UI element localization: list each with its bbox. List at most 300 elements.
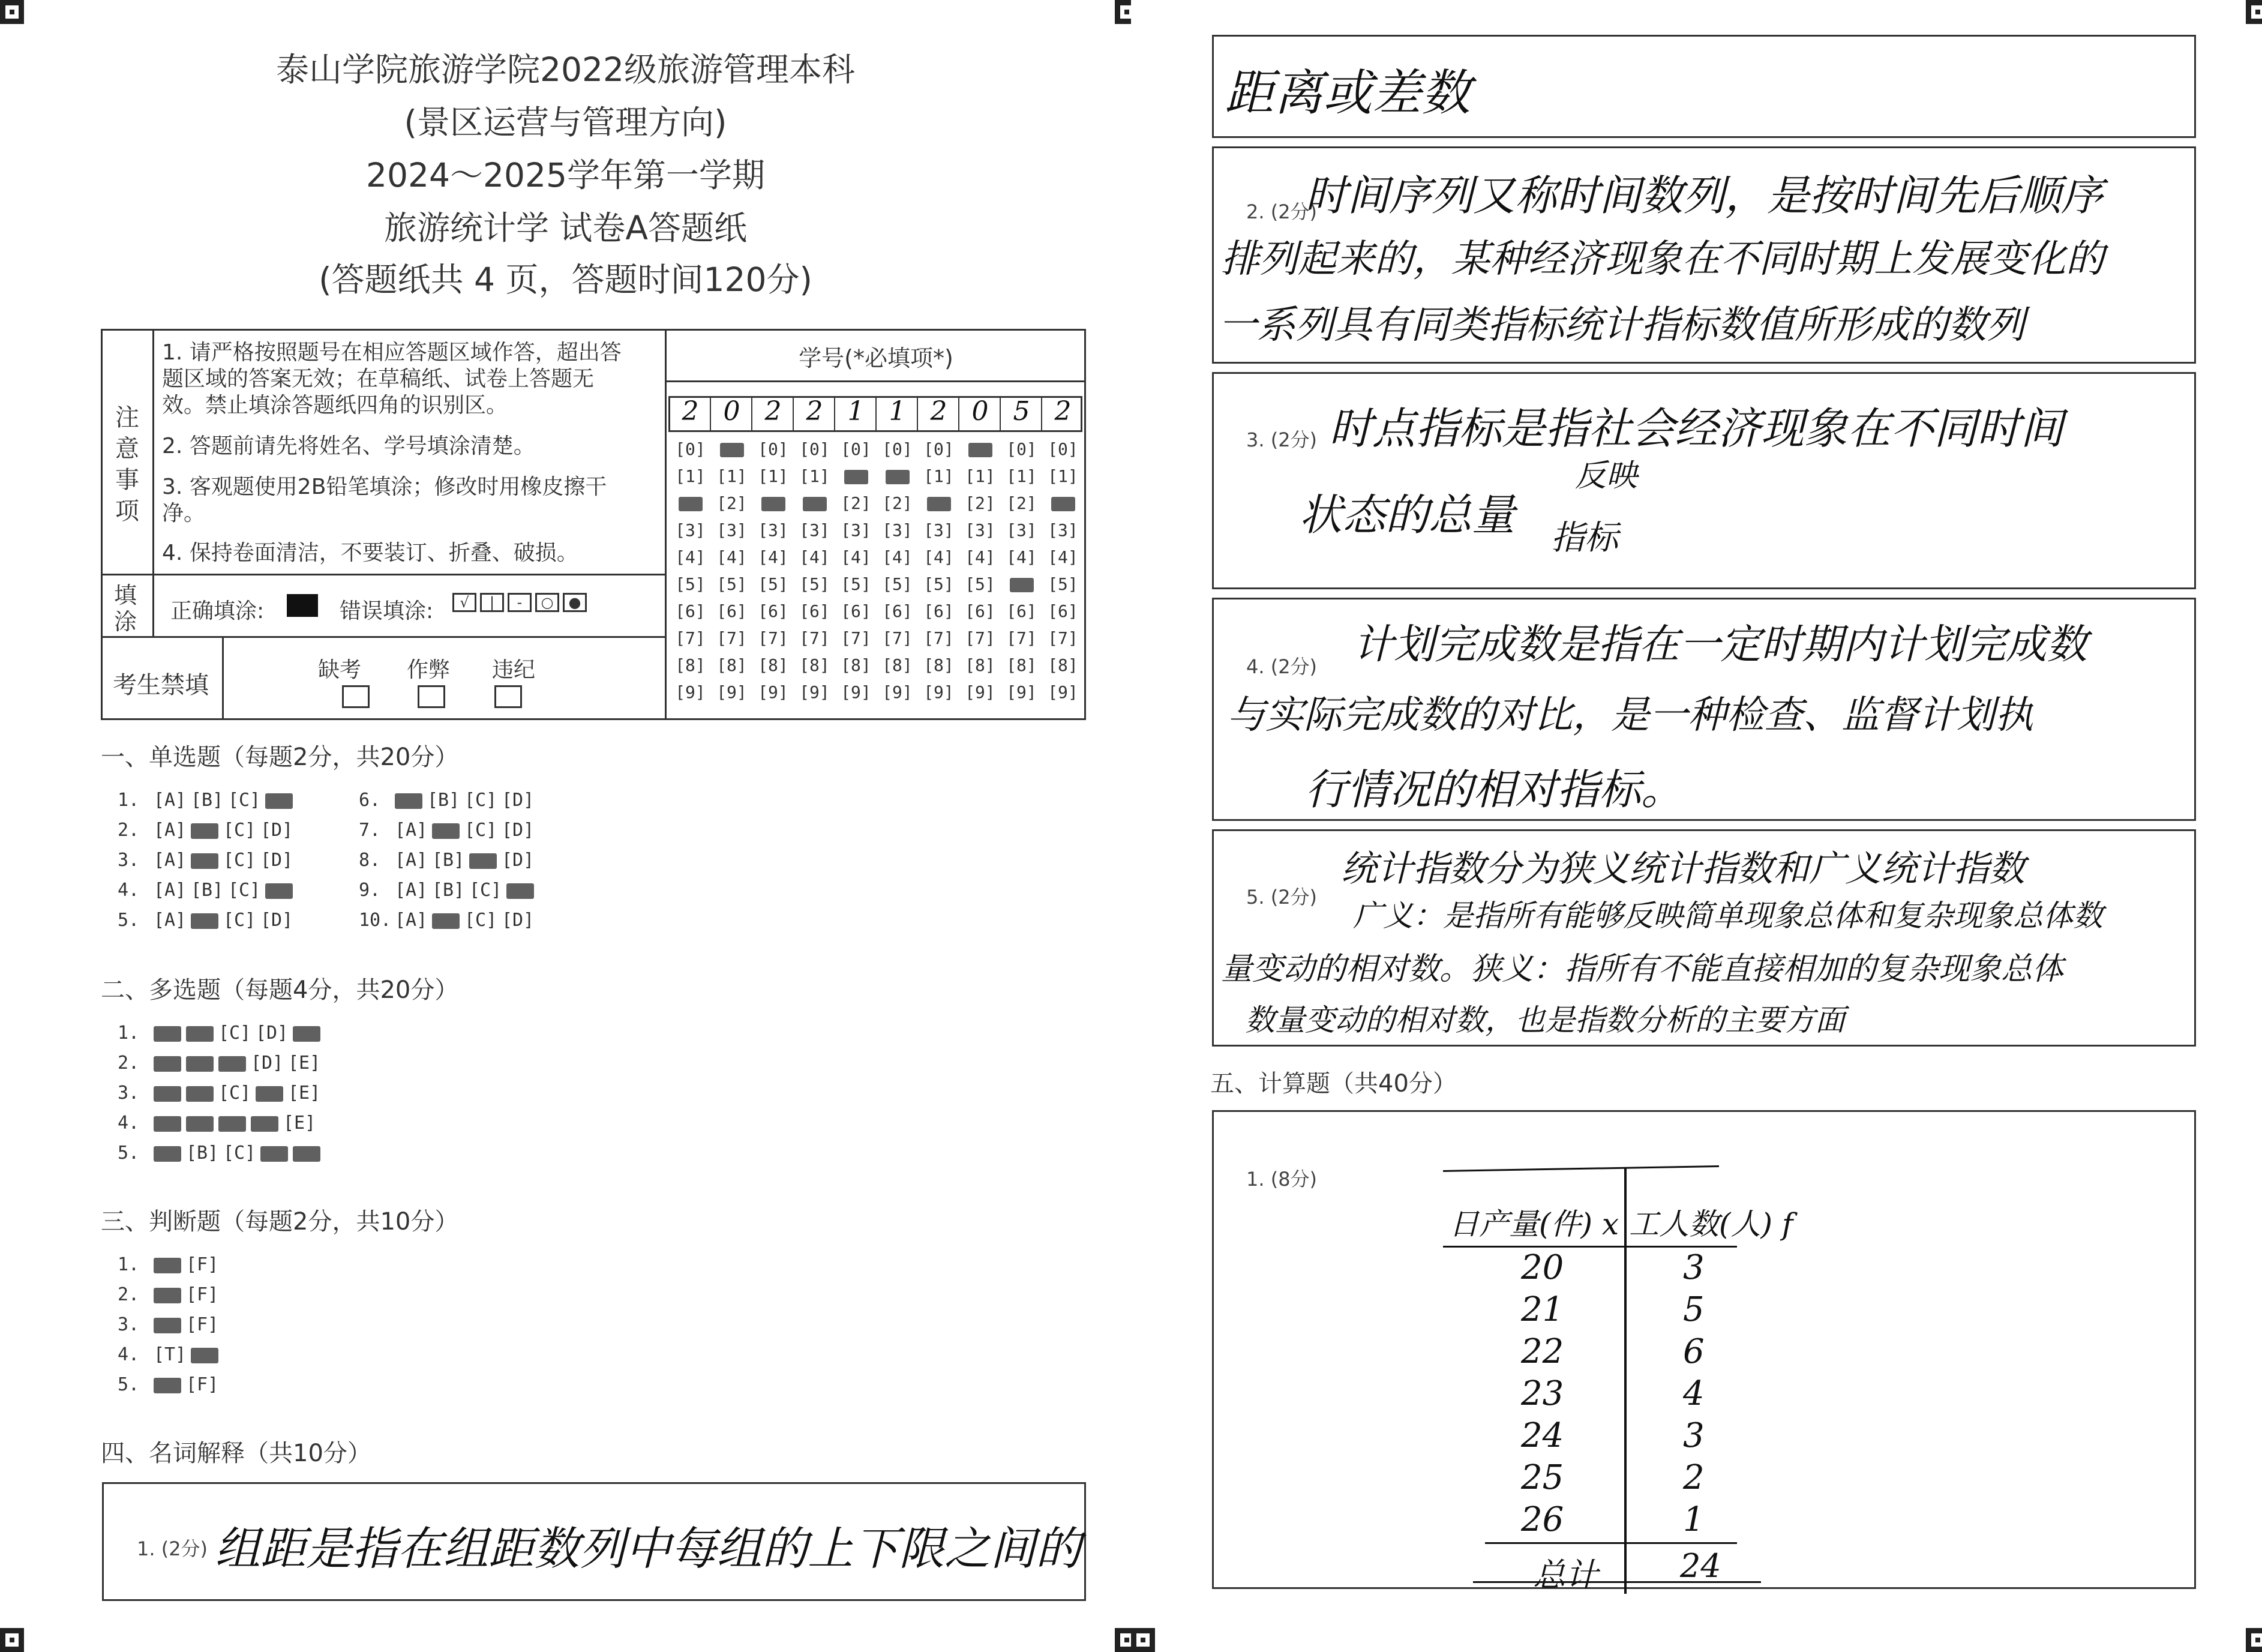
student-id-bubble[interactable]: [6]	[923, 601, 954, 621]
student-id-bubble[interactable]: [6]	[799, 601, 830, 621]
student-id-bubble[interactable]: [1]	[923, 466, 954, 486]
multi-choice-option-filled[interactable]	[251, 1116, 278, 1132]
student-id-bubble[interactable]: [4]	[799, 547, 830, 567]
calc-f-value: 3	[1683, 1416, 1705, 1455]
multi-choice-option[interactable]: [E]	[283, 1113, 316, 1134]
single-choice-option-filled[interactable]	[469, 853, 497, 869]
student-id-bubble[interactable]: [9]	[965, 682, 995, 702]
multi-choice-row[interactable]	[118, 1113, 318, 1134]
student-id-bubble[interactable]: [7]	[1048, 628, 1078, 648]
student-id-bubble[interactable]: [1]	[1048, 466, 1078, 486]
notice-item-1: 1. 请严格按照题号在相应答题区域作答，超出答题区域的答案无效；在草稿纸、试卷上答题无效。禁止填涂答题纸四角的识别区。	[162, 340, 622, 418]
wrong-fill-examples	[449, 593, 587, 612]
single-choice-row[interactable]	[118, 820, 295, 841]
multi-choice-number: 2.	[118, 1053, 140, 1074]
multi-choice-option[interactable]: [E]	[288, 1083, 321, 1104]
student-id-bubble[interactable]: [8]	[965, 655, 995, 675]
multi-choice-option-filled[interactable]	[154, 1116, 181, 1132]
exam-label: 考生禁填	[113, 671, 209, 699]
student-id-bubble[interactable]: [7]	[841, 628, 871, 648]
student-id-bubble[interactable]: [6]	[1048, 601, 1078, 621]
single-choice-option[interactable]: [C]	[464, 790, 497, 811]
calc-f-value: 1	[1683, 1500, 1705, 1539]
notice-item-2: 2. 答题前请先将姓名、学号填涂清楚。	[162, 434, 535, 458]
judge-option-filled[interactable]	[154, 1258, 181, 1273]
calc-x-value: 21	[1521, 1290, 1564, 1329]
student-id-bubble[interactable]: [4]	[841, 547, 871, 567]
multi-choice-option-filled[interactable]	[256, 1086, 283, 1102]
student-id-bubble[interactable]: [3]	[799, 520, 830, 540]
student-id-title: 学号(*必填项*)	[799, 345, 953, 371]
digit-divider	[917, 397, 918, 431]
student-id-bubble[interactable]: [3]	[882, 520, 913, 540]
calc-col1-header: 日产量(件) x	[1449, 1207, 1619, 1242]
multi-choice-option-filled[interactable]	[186, 1086, 214, 1102]
term-q2-line1: 时间序列又称时间数列，是按时间先后顺序	[1305, 171, 2103, 220]
student-id-digit: 2	[930, 396, 947, 427]
single-choice-number: 7.	[359, 820, 381, 841]
student-id-bubble[interactable]: [3]	[675, 520, 706, 540]
student-id-bubble[interactable]: [8]	[758, 655, 788, 675]
single-choice-number: 10.	[359, 910, 392, 931]
term-q3-line2: 状态的总量	[1299, 490, 1516, 540]
student-id-bubble-filled[interactable]	[877, 466, 918, 486]
student-id-bubble[interactable]: [4]	[716, 547, 747, 567]
student-id-digit: 0	[723, 396, 740, 427]
student-id-bubble[interactable]: [5]	[758, 574, 788, 594]
multi-choice-row[interactable]	[118, 1083, 323, 1104]
single-choice-option[interactable]: [D]	[260, 850, 293, 871]
single-choice-option-filled[interactable]	[191, 823, 218, 839]
student-id-bubble[interactable]: [4]	[1006, 547, 1037, 567]
multi-choice-option-filled[interactable]	[154, 1026, 181, 1042]
filled-mark-icon	[761, 497, 785, 511]
student-id-bubble[interactable]: [9]	[758, 682, 788, 702]
judge-option[interactable]: [F]	[186, 1254, 219, 1275]
corner-marker-icon	[1131, 1628, 1155, 1652]
judge-option[interactable]: [T]	[154, 1344, 187, 1365]
student-id-bubble[interactable]: [6]	[758, 601, 788, 621]
calc-title: 五、计算题（共40分）	[1210, 1070, 1457, 1098]
judge-row[interactable]	[118, 1254, 221, 1275]
header-line-3: 2024～2025学年第一学期	[366, 156, 765, 194]
single-choice-title: 一、单选题（每题2分，共20分）	[101, 743, 459, 771]
term-q4-line3: 行情况的相对指标。	[1305, 765, 1683, 814]
student-id-bubble[interactable]: [8]	[675, 655, 706, 675]
term-q3-extra-1: 反映	[1575, 458, 1638, 494]
term-q2-line2: 排列起来的，某种经济现象在不同时期上发展变化的	[1221, 237, 2104, 281]
student-id-bubble[interactable]: [0]	[799, 439, 830, 459]
filled-mark-icon	[1051, 497, 1075, 511]
student-id-bubble[interactable]: [3]	[841, 520, 871, 540]
student-id-bubble[interactable]: [0]	[882, 439, 913, 459]
student-id-bubble-filled[interactable]	[918, 493, 959, 513]
single-choice-option[interactable]: [B]	[191, 880, 224, 901]
corner-marker-icon	[2246, 1628, 2262, 1652]
calc-x-value: 22	[1521, 1332, 1564, 1371]
judge-row[interactable]	[118, 1374, 221, 1395]
single-choice-option[interactable]: [C]	[228, 880, 261, 901]
single-choice-option-filled[interactable]	[191, 913, 218, 929]
single-choice-option[interactable]: [A]	[395, 910, 428, 931]
judge-number: 3.	[118, 1314, 140, 1335]
student-id-bubble[interactable]: [1]	[675, 466, 706, 486]
student-id-bubble[interactable]: [0]	[758, 439, 788, 459]
single-choice-option-filled[interactable]	[265, 883, 293, 899]
student-id-bubble[interactable]: [5]	[1048, 574, 1078, 594]
single-choice-option-filled[interactable]	[395, 793, 422, 809]
single-choice-option[interactable]: [A]	[154, 820, 187, 841]
single-choice-option[interactable]: [C]	[469, 880, 502, 901]
digit-divider	[875, 397, 877, 431]
student-id-bubble[interactable]: [6]	[1006, 601, 1037, 621]
single-choice-row[interactable]	[359, 820, 536, 841]
student-id-bubble[interactable]: [2]	[882, 493, 913, 513]
multi-choice-option[interactable]: [C]	[223, 1143, 256, 1164]
multi-choice-option[interactable]: [D]	[256, 1023, 289, 1044]
exam-option-cheat: 作弊	[407, 658, 451, 682]
student-id-bubble[interactable]: [5]	[675, 574, 706, 594]
single-choice-number: 4.	[118, 880, 140, 901]
multi-choice-row[interactable]	[118, 1143, 323, 1164]
wrong-mark-dash: -	[508, 593, 532, 612]
wrong-mark-circle: ○	[535, 593, 559, 612]
student-id-digit: 1	[889, 396, 906, 427]
single-choice-number: 5.	[118, 910, 140, 931]
student-id-bubble[interactable]: [5]	[841, 574, 871, 594]
student-id-bubble[interactable]: [1]	[799, 466, 830, 486]
multi-choice-option[interactable]: [C]	[218, 1083, 251, 1104]
single-choice-option[interactable]: [C]	[228, 790, 261, 811]
student-id-bubble[interactable]: [9]	[1006, 682, 1037, 702]
student-id-bubble[interactable]: [9]	[923, 682, 954, 702]
student-id-bubble[interactable]: [8]	[882, 655, 913, 675]
student-id-bubble[interactable]: [5]	[716, 574, 747, 594]
judge-option[interactable]: [F]	[186, 1284, 219, 1305]
calc-f-value: 6	[1683, 1332, 1705, 1371]
single-choice-option[interactable]: [D]	[260, 820, 293, 841]
calc-total-label: 总计	[1533, 1556, 1598, 1594]
exam-checkbox-absent[interactable]	[342, 685, 370, 708]
student-id-bubble[interactable]: [7]	[965, 628, 995, 648]
student-id-bubble[interactable]: [2]	[841, 493, 871, 513]
student-id-bubble[interactable]: [7]	[799, 628, 830, 648]
multi-choice-option-filled[interactable]	[186, 1116, 214, 1132]
student-id-bubble[interactable]: [6]	[965, 601, 995, 621]
multi-choice-number: 1.	[118, 1023, 140, 1044]
student-id-bubble-filled[interactable]	[794, 493, 835, 513]
student-id-bubble[interactable]: [5]	[965, 574, 995, 594]
calc-x-value: 26	[1521, 1500, 1564, 1539]
calc-total-value: 24	[1680, 1547, 1721, 1585]
single-choice-number: 8.	[359, 850, 381, 871]
digit-divider	[710, 397, 711, 431]
student-id-bubble[interactable]: [1]	[965, 466, 995, 486]
filled-mark-icon	[844, 470, 868, 484]
student-id-bubble-filled[interactable]	[711, 439, 752, 459]
student-id-bubble[interactable]: [7]	[716, 628, 747, 648]
single-choice-option-filled[interactable]	[432, 913, 460, 929]
term-q5-line2: 广义：是指所有能够反映简单现象总体和复杂现象总体数	[1353, 898, 2103, 933]
term-q5-label: 5. (2分)	[1246, 886, 1318, 909]
judge-option-filled[interactable]	[154, 1318, 181, 1333]
student-id-bubble[interactable]: [2]	[965, 493, 995, 513]
digit-divider	[751, 397, 752, 431]
filled-mark-icon	[927, 497, 951, 511]
student-id-bubble[interactable]: [7]	[758, 628, 788, 648]
multi-choice-option[interactable]: [C]	[218, 1023, 251, 1044]
student-id-bubble[interactable]: [5]	[799, 574, 830, 594]
student-id-bubble[interactable]: [9]	[882, 682, 913, 702]
student-id-digit: 2	[764, 396, 782, 427]
multi-choice-option-filled[interactable]	[293, 1146, 320, 1162]
judge-option-filled[interactable]	[154, 1378, 181, 1393]
fill-label: 填涂	[114, 582, 137, 635]
correct-fill-label: 正确填涂:	[170, 599, 265, 623]
student-id-bubble[interactable]: [8]	[841, 655, 871, 675]
multi-choice-option-filled[interactable]	[186, 1026, 214, 1042]
student-id-bubble[interactable]: [0]	[675, 439, 706, 459]
exam-checkbox-violation[interactable]	[494, 685, 522, 708]
digit-divider	[1041, 397, 1042, 431]
term-q4-line2: 与实际完成数的对比，是一种检查、监督计划执	[1227, 693, 2033, 737]
calc-f-value: 5	[1683, 1290, 1705, 1329]
single-choice-option[interactable]: [A]	[395, 850, 428, 871]
student-id-bubble[interactable]: [0]	[841, 439, 871, 459]
single-choice-option[interactable]: [B]	[432, 850, 465, 871]
judge-number: 4.	[118, 1344, 140, 1365]
student-id-bubble[interactable]: [8]	[1006, 655, 1037, 675]
student-id-bubble[interactable]: [7]	[882, 628, 913, 648]
student-id-bubble-filled[interactable]	[1042, 493, 1084, 513]
single-choice-option[interactable]: [B]	[432, 880, 465, 901]
student-id-bubble[interactable]: [2]	[716, 493, 747, 513]
student-id-bubble[interactable]: [2]	[1006, 493, 1037, 513]
student-id-digit: 2	[1054, 396, 1072, 427]
wrong-mark-check: √	[452, 593, 476, 612]
calc-f-value: 3	[1683, 1248, 1705, 1287]
student-id-bubble[interactable]: [7]	[675, 628, 706, 648]
calc-x-value: 20	[1521, 1248, 1564, 1287]
single-choice-option[interactable]: [C]	[464, 820, 497, 841]
student-id-bubble[interactable]: [3]	[1048, 520, 1078, 540]
single-choice-option[interactable]: [C]	[223, 910, 256, 931]
judge-row[interactable]	[118, 1344, 221, 1365]
single-choice-row[interactable]	[359, 910, 536, 931]
judge-row[interactable]	[118, 1314, 221, 1335]
student-id-bubble[interactable]: [5]	[882, 574, 913, 594]
terms-title: 四、名词解释（共10分）	[101, 1440, 371, 1467]
term-q3-extra-2: 指标	[1551, 518, 1618, 557]
multi-choice-option-filled[interactable]	[154, 1146, 181, 1162]
judge-title: 三、判断题（每题2分，共10分）	[101, 1208, 459, 1236]
student-id-bubble[interactable]: [3]	[923, 520, 954, 540]
correct-fill-example	[287, 594, 318, 617]
student-id-bubble-filled[interactable]	[959, 439, 1001, 459]
judge-number: 2.	[118, 1284, 140, 1305]
calc-q1-label: 1. (8分)	[1246, 1168, 1318, 1191]
term-q5-line3: 量变动的相对数。狭义：指所有不能直接相加的复杂现象总体	[1221, 951, 2064, 987]
student-id-bubble[interactable]: [8]	[923, 655, 954, 675]
student-id-bubble-filled[interactable]	[752, 493, 794, 513]
single-choice-option[interactable]: [C]	[223, 850, 256, 871]
multi-choice-option-filled[interactable]	[218, 1056, 246, 1072]
student-id-bubble[interactable]: [6]	[882, 601, 913, 621]
student-id-bubble[interactable]: [9]	[841, 682, 871, 702]
term-q5-line1: 统计指数分为狭义统计指数和广义统计指数	[1341, 848, 2025, 890]
student-id-bubble[interactable]: [9]	[1048, 682, 1078, 702]
multi-choice-number: 5.	[118, 1143, 140, 1164]
student-id-digit: 5	[1013, 396, 1030, 427]
multi-choice-option-filled[interactable]	[293, 1026, 320, 1042]
multi-choice-row[interactable]	[118, 1053, 323, 1074]
single-choice-row[interactable]	[359, 880, 536, 901]
student-id-bubble[interactable]: [4]	[965, 547, 995, 567]
term-q3-label: 3. (2分)	[1246, 428, 1318, 451]
student-id-bubble[interactable]: [7]	[923, 628, 954, 648]
student-id-bubble[interactable]: [4]	[882, 547, 913, 567]
single-choice-option[interactable]: [A]	[154, 850, 187, 871]
answer-sheet-page-right	[1131, 0, 2262, 1652]
student-id-bubble[interactable]: [3]	[758, 520, 788, 540]
single-choice-option[interactable]: [B]	[191, 790, 224, 811]
calc-f-value: 2	[1683, 1458, 1705, 1497]
corner-marker-icon	[0, 0, 24, 24]
single-choice-number: 3.	[118, 850, 140, 871]
single-choice-option[interactable]: [D]	[502, 820, 535, 841]
filled-mark-icon	[679, 497, 703, 511]
student-id-bubble[interactable]: [3]	[1006, 520, 1037, 540]
single-choice-option[interactable]: [A]	[154, 880, 187, 901]
single-choice-option[interactable]: [D]	[260, 910, 293, 931]
single-choice-option[interactable]: [A]	[395, 880, 428, 901]
student-id-bubble[interactable]: [6]	[841, 601, 871, 621]
single-choice-option[interactable]: [D]	[502, 850, 535, 871]
single-choice-option-filled[interactable]	[191, 853, 218, 869]
single-choice-row[interactable]	[118, 790, 295, 811]
judge-option[interactable]: [F]	[186, 1374, 219, 1395]
corner-marker-icon	[2246, 0, 2262, 24]
single-choice-option[interactable]: [D]	[502, 910, 535, 931]
student-id-bubble[interactable]: [9]	[675, 682, 706, 702]
term-q1-cont: 距离或差数	[1225, 65, 1471, 122]
multi-choice-row[interactable]	[118, 1023, 323, 1044]
single-choice-row[interactable]	[359, 790, 536, 811]
student-id-bubble[interactable]: [3]	[716, 520, 747, 540]
single-choice-number: 1.	[118, 790, 140, 811]
single-choice-row[interactable]	[359, 850, 536, 871]
single-choice-option[interactable]: [C]	[464, 910, 497, 931]
digit-divider	[1000, 397, 1001, 431]
single-choice-option[interactable]: [C]	[223, 820, 256, 841]
single-choice-option[interactable]: [D]	[502, 790, 535, 811]
student-id-bubble-filled[interactable]	[1001, 574, 1042, 594]
digit-divider	[958, 397, 959, 431]
judge-number: 5.	[118, 1374, 140, 1395]
judge-number: 1.	[118, 1254, 140, 1275]
notice-item-3: 3. 客观题使用2B铅笔填涂；修改时用橡皮擦干净。	[162, 475, 607, 526]
term-q1-label: 1. (2分)	[137, 1537, 208, 1560]
multi-choice-option-filled[interactable]	[218, 1116, 246, 1132]
single-choice-option-filled[interactable]	[265, 793, 293, 809]
single-choice-option[interactable]: [A]	[154, 790, 187, 811]
judge-option[interactable]: [F]	[186, 1314, 219, 1335]
student-id-bubble[interactable]: [8]	[716, 655, 747, 675]
multi-choice-option-filled[interactable]	[154, 1086, 181, 1102]
student-id-bubble[interactable]: [0]	[923, 439, 954, 459]
multi-choice-option-filled[interactable]	[260, 1146, 288, 1162]
multi-choice-option[interactable]: [E]	[288, 1053, 321, 1074]
student-id-bubble[interactable]: [6]	[716, 601, 747, 621]
student-id-digit: 2	[682, 396, 699, 427]
student-id-bubble[interactable]: [6]	[675, 601, 706, 621]
term-q4-line1: 计划完成数是指在一定时期内计划完成数	[1353, 621, 2088, 668]
student-id-bubble[interactable]: [1]	[758, 466, 788, 486]
wrong-mark-dot: ●	[563, 593, 587, 612]
multi-choice-option[interactable]: [D]	[251, 1053, 284, 1074]
filled-mark-icon	[968, 443, 992, 457]
student-id-bubble[interactable]: [0]	[1006, 439, 1037, 459]
digit-divider	[793, 397, 794, 431]
student-id-bubble[interactable]: [1]	[716, 466, 747, 486]
exam-checkbox-cheat[interactable]	[418, 685, 445, 708]
header-line-2: (景区运营与管理方向)	[404, 103, 727, 142]
single-choice-option[interactable]: [A]	[395, 820, 428, 841]
exam-option-absent: 缺考	[318, 658, 362, 682]
judge-option-filled[interactable]	[154, 1288, 181, 1303]
student-id-bubble[interactable]: [4]	[758, 547, 788, 567]
single-choice-option[interactable]: [B]	[427, 790, 460, 811]
student-id-bubble[interactable]: [7]	[1006, 628, 1037, 648]
multi-choice-title: 二、多选题（每题4分，共20分）	[101, 976, 459, 1004]
student-id-bubble[interactable]: [4]	[1048, 547, 1078, 567]
single-choice-option-filled[interactable]	[432, 823, 460, 839]
student-id-bubble[interactable]: [9]	[716, 682, 747, 702]
filled-mark-icon	[720, 443, 744, 457]
student-id-bubble[interactable]: [5]	[923, 574, 954, 594]
multi-choice-number: 4.	[118, 1113, 140, 1134]
student-id-digit: 0	[971, 396, 989, 427]
multi-choice-option-filled[interactable]	[186, 1056, 214, 1072]
calc-x-value: 24	[1521, 1416, 1564, 1455]
single-choice-row[interactable]	[118, 850, 295, 871]
student-id-bubble[interactable]: [0]	[1048, 439, 1078, 459]
calc-col2-header: 工人数(人) f	[1629, 1207, 1793, 1242]
single-choice-row[interactable]	[118, 910, 295, 931]
student-id-bubble[interactable]: [8]	[799, 655, 830, 675]
single-choice-row[interactable]	[118, 880, 295, 901]
student-id-bubble-filled[interactable]	[670, 493, 711, 513]
student-id-bubble[interactable]: [4]	[923, 547, 954, 567]
single-choice-option-filled[interactable]	[506, 883, 534, 899]
single-choice-option[interactable]: [A]	[154, 910, 187, 931]
exam-option-violation: 违纪	[492, 658, 536, 682]
term-q3-line1: 时点指标是指社会经济现象在不同时间	[1329, 403, 2064, 454]
student-id-bubble[interactable]: [1]	[1006, 466, 1037, 486]
multi-choice-option[interactable]: [B]	[186, 1143, 219, 1164]
multi-choice-option-filled[interactable]	[154, 1056, 181, 1072]
term-q2-line3: 一系列具有同类指标统计指标数值所形成的数列	[1219, 303, 2025, 347]
student-id-bubble[interactable]: [4]	[675, 547, 706, 567]
term-q4-label: 4. (2分)	[1246, 655, 1318, 678]
student-id-bubble[interactable]: [3]	[965, 520, 995, 540]
judge-option-filled[interactable]	[191, 1348, 218, 1363]
student-id-bubble[interactable]: [9]	[799, 682, 830, 702]
judge-row[interactable]	[118, 1284, 221, 1305]
student-id-bubble[interactable]: [8]	[1048, 655, 1078, 675]
student-id-bubble-filled[interactable]	[835, 466, 877, 486]
filled-mark-icon	[1010, 578, 1034, 592]
